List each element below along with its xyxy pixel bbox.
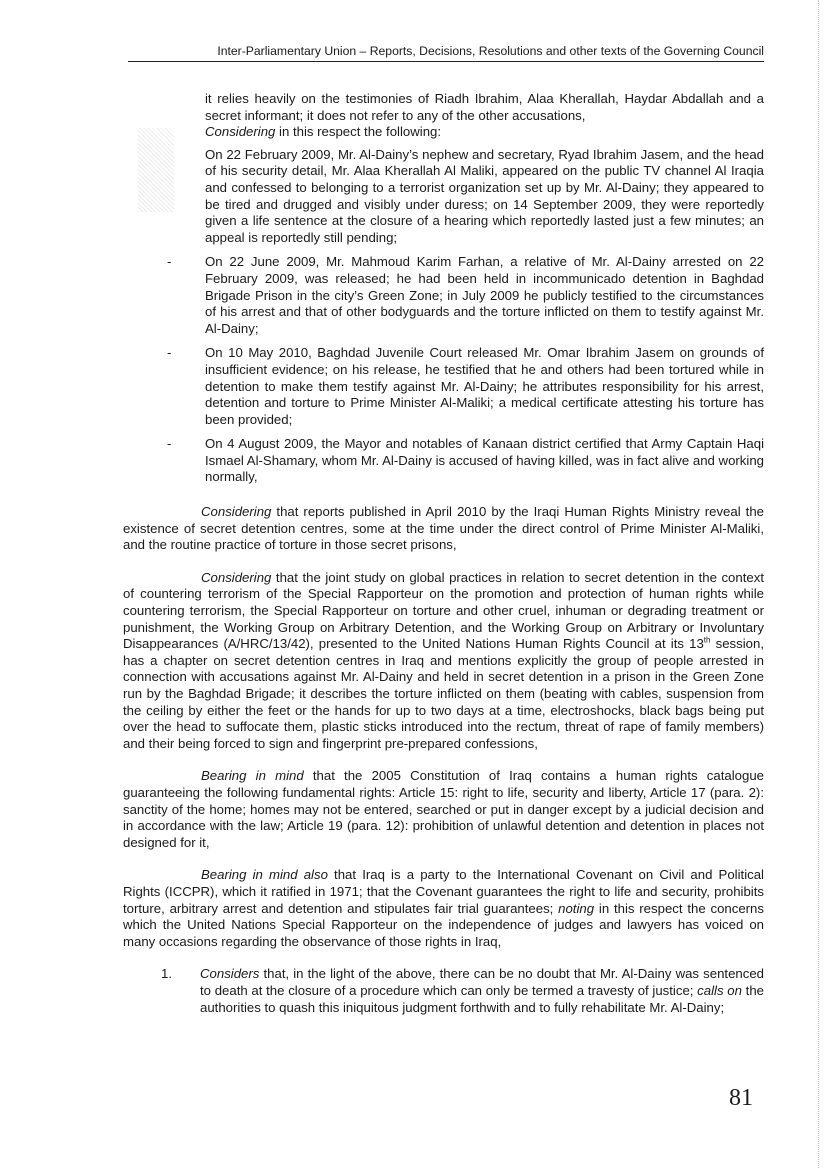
intro-continuation: it relies heavily on the testimonies of Riadh Ibrahim, Alaa Kherallah, Haydar Abdallah and a secret informant; it does not refer to any of the other accusations, bbox=[205, 91, 764, 123]
paragraph-text: that reports published in April 2010 by the Iraqi Human Rights Ministry reveal the existence of secret detention centres, some at the time under the direct control of Prime Minister Al-Maliki, and the routine practice of torture in those secret prisons, bbox=[123, 504, 764, 553]
paragraph-text-cont: in this respect the concerns which the United Nations Special Rapporteur on the independence of judges and lawyers has voiced on many occasions regarding the observance of those rights in Iraq, bbox=[123, 900, 764, 949]
list-item bbox=[123, 436, 764, 486]
bullet-text: On 22 February 2009, Mr. Al-Dainy’s nephew and secretary, Ryad Ibrahim Jasem, and the head of his security detail, Mr. Alaa Kherallah Al Maliki, appeared on the public TV channel Al Iraqia and confessed to belonging to a terrorist organization set up by Mr. Al-Dainy; they appeared to be tired and drugged and visibly under duress; on 14 September 2009, they were reportedly given a life sentence at the closure of a hearing which reportedly lasted just a few minutes; an appeal is reportedly still pending; bbox=[205, 146, 764, 245]
paragraph-lead: Bearing in mind bbox=[201, 768, 304, 784]
paragraph-lead: Considers bbox=[200, 966, 260, 982]
calls-on-word: calls on bbox=[697, 982, 742, 998]
paragraph-text-cont: session, has a chapter on secret detention centres in Iraq and mentions explicitly the group of people arrested in connection with accusations against Mr. Al-Dainy and held in secret detention in a prison in the Green Zone run by the Baghdad Brigade; it describes the torture inflicted on them (beating with cables, suspension from the ceiling by either the feet or the hands for up to two days at a time, electroshocks, black bags being put over the head to suffocate them, plastic sticks introduced into the rectum, threat of rape of family members) and their being forced to sign and fingerprint pre-prepared confessions, bbox=[123, 636, 764, 751]
bullet-dash: - bbox=[167, 345, 172, 361]
bullet-text: On 22 June 2009, Mr. Mahmoud Karim Farhan, a relative of Mr. Al-Dainy arrested on 22 February 2009, was released; he had been held in incommunicado detention in Baghdad Brigade Prison in the city’s Green Zone; in July 2009 he publicly testified to the circumstances of his arrest and that of other bodyguards and the torture inflicted on them to testify against Mr. Al-Dainy; bbox=[205, 254, 764, 336]
paragraph-text: that the joint study on global practices in relation to secret detention in the context of countering terrorism of the Special Rapporteur on the promotion and protection of human rights while countering terrorism, the Special Rapporteur on torture and other cruel, inhuman or degrading treatment or punishment, the Working Group on Arbitrary Detention, and the Working Group on Arbitrary or Involuntary Disappearances (A/HRC/13/42), presented to the United Nations Human Rights Council at its 13 bbox=[123, 569, 764, 652]
paragraph-joint-study bbox=[123, 570, 764, 753]
noting-word: noting bbox=[558, 900, 595, 916]
bullet-list bbox=[123, 147, 764, 486]
list-item bbox=[123, 254, 764, 337]
page-edge-right bbox=[817, 0, 819, 1168]
list-item bbox=[123, 345, 764, 428]
paragraph-constitution bbox=[123, 768, 764, 851]
paragraph-text: that Iraq is a party to the International Covenant on Civil and Political Rights (ICCPR), which it ratified in 1971; that the Covenant guarantees the right to life and security, prohibits torture, arbitrary arrest and detention and stipulates fair trial guarantees; bbox=[123, 867, 764, 916]
considering-rest: in this respect the following: bbox=[275, 124, 442, 140]
paragraph-iccpr bbox=[123, 867, 764, 950]
list-item bbox=[123, 147, 764, 247]
paragraph-lead: Considering bbox=[201, 569, 272, 585]
bullet-text: On 4 August 2009, the Mayor and notables of Kanaan district certified that Army Captain Haqi Ismael Al-Shamary, whom Mr. Al-Dainy is accused of having killed, was in fact alive and working normally, bbox=[205, 436, 764, 485]
ordinal-suffix: th bbox=[703, 635, 711, 645]
paragraph-lead: Considering bbox=[201, 504, 272, 520]
page-number: 81 bbox=[729, 1085, 753, 1111]
bullet-dash: - bbox=[167, 254, 172, 270]
operative-paragraph-1 bbox=[123, 966, 764, 1016]
considering-following bbox=[123, 124, 764, 141]
paragraph-number: 1. bbox=[161, 966, 172, 982]
paragraph-text: that the 2005 Constitution of Iraq contains a human rights catalogue guaranteeing the following fundamental rights: Article 15: right to life, security and liberty, Article 17 (para. 2): sanctity of the home; homes may not be entered, searched or put in danger except by a judicial decision and in accordance with the law; Article 19 (para. 12): prohibition of unlawful detention and detention in places not designed for it, bbox=[123, 768, 764, 850]
bullet-dash: - bbox=[167, 436, 172, 452]
paragraph-lead: Bearing in mind also bbox=[201, 867, 328, 883]
document-body bbox=[123, 91, 764, 1016]
paragraph-text: that, in the light of the above, there can be no doubt that Mr. Al-Dainy was sentenced to death at the closure of a procedure which can only be termed a travesty of justice; bbox=[200, 966, 764, 998]
paragraph-secret-centres bbox=[123, 504, 764, 554]
bullet-text: On 10 May 2010, Baghdad Juvenile Court released Mr. Omar Ibrahim Jasem on grounds of insufficient evidence; on his release, he testified that he and others had been tortured while in detention to make them testify against Mr. Al-Dainy; he attributes responsibility for his arrest, detention and torture to Prime Minister Al-Maliki; a medical certificate attesting his torture has been provided; bbox=[205, 345, 764, 427]
considering-word: Considering bbox=[205, 124, 276, 140]
running-header: Inter-Parliamentary Union – Reports, Decisions, Resolutions and other texts of the Governing Council bbox=[128, 44, 764, 62]
paragraph-text-cont: the authorities to quash this iniquitous judgment forthwith and to fully rehabilitate Mr. Al-Dainy; bbox=[200, 982, 765, 1015]
